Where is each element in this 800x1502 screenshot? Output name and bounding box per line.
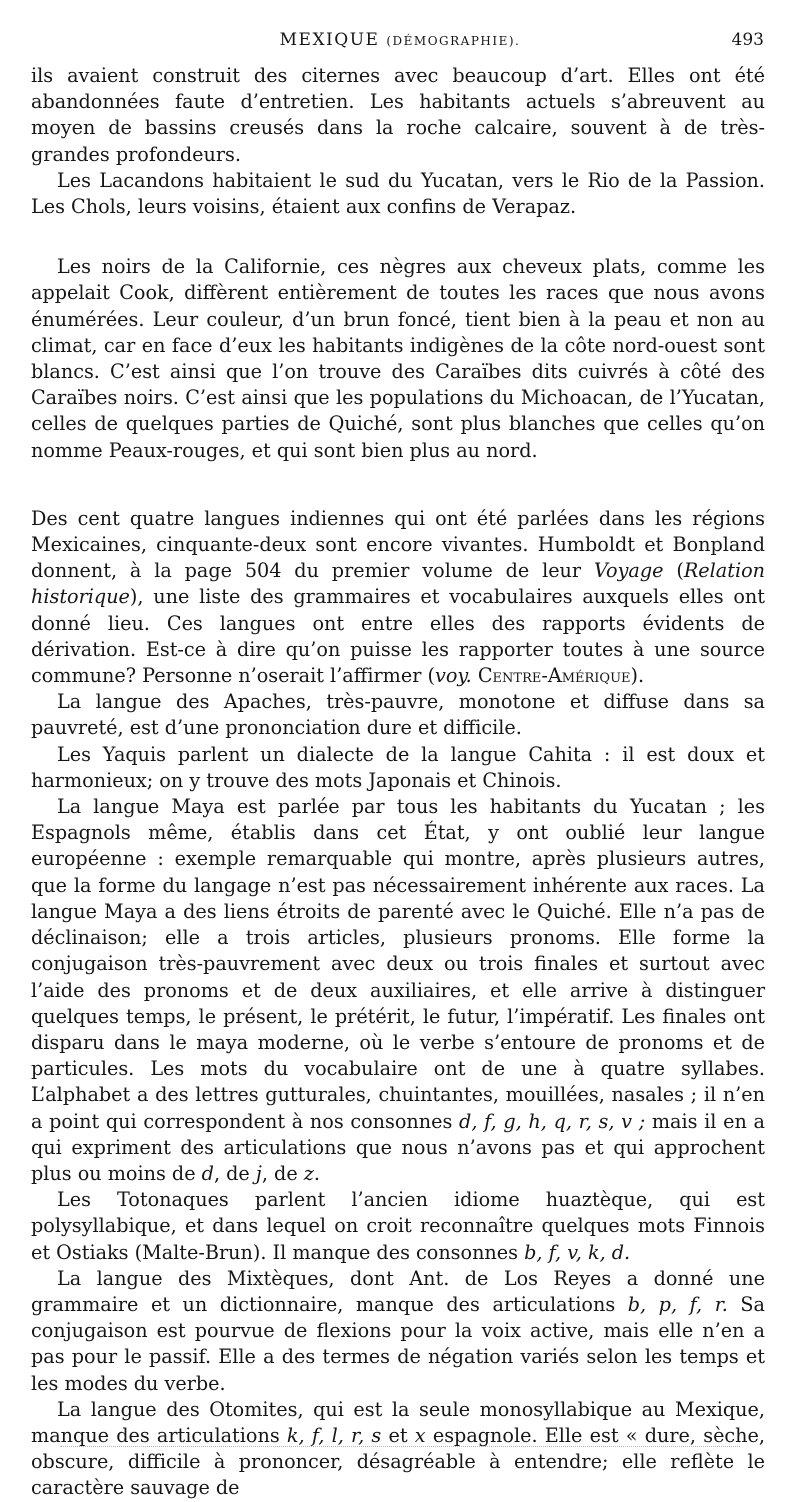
- text-run: x: [414, 1423, 426, 1447]
- running-title: MEXIQUE: [279, 30, 380, 50]
- text-run: d, f, g, h, q, r, s, v ;: [459, 1109, 646, 1133]
- text-run: k, f, l, r, s: [286, 1423, 382, 1447]
- text-run: ils avaient construit des citernes avec beaucoup d’art. Elles ont été abandonnées faute d’entretien. Les habitants actuels s’abreuvent au moyen de bassins creusés dans la roche calcaire, souvent à de très-grandes profondeurs.: [31, 64, 765, 166]
- paragraph-apaches: [31, 689, 765, 741]
- bottom-dotted-rule: [60, 1446, 740, 1447]
- text-run: La langue des Otomites, qui est la seule monosyllabique au Mexique, manque des articulations: [31, 1397, 765, 1447]
- text-run: La langue Maya est parlée par tous les habitants du Yucatan ; les Espagnols même, établis dans cet État, y ont oublié leur langue européenne : exemple remarquable qui montre, après plusieurs autres, que la forme du langage n’est pas nécessairement inhérente aux races. La langue Maya a des liens étroits de parenté avec le Quiché. Elle n’a pas de déclinaison; elle a trois articles, plusieurs pronoms. Elle forme la conjugaison très-pauvrement avec deux ou trois finales et surtout avec l’aide des pronoms et de deux auxiliaires, et elle arrive à distinguer quelques temps, le présent, le prétérit, le futur, l’impératif. Les finales ont disparu dans le maya moderne, où le verbe s’entoure de pronoms et de particules. Les mots du vocabulaire ont de une à quatre syllabes. L’alphabet a des lettres gutturales, chuintantes, mouillées, nasales ; il n’en a point qui correspondent à nos consonnes: [31, 795, 765, 1133]
- running-subtitle: (DÉMOGRAPHIE).: [386, 34, 521, 48]
- text-run: Les Yaquis parlent un dialecte de la langue Cahita : il est doux et harmonieux; on y trouve des mots Japonais et Chinois.: [31, 742, 765, 792]
- running-title-line: [0, 30, 800, 50]
- page-body: [31, 63, 765, 1502]
- text-run: Des cent quatre langues indiennes qui ont été parlées dans les régions Mexicaines, cinquante-deux sont encore vivantes. Humboldt et Bonpland donnent, à la page 504 du premier volume de leur: [31, 506, 765, 583]
- text-run: .: [313, 1161, 320, 1185]
- page-number: 493: [731, 30, 764, 50]
- text-run: Sa conjugaison est pourvue de flexions pour la voix active, mais elle n’en a pas pour le passif. Elle a des termes de négation variés selon les temps et les modes du verbe.: [31, 1292, 765, 1395]
- paragraph-maya: [31, 794, 765, 1187]
- paragraph-lacandons: [31, 168, 765, 220]
- running-header: [0, 30, 800, 60]
- text-run: z: [303, 1161, 314, 1185]
- text-run: Voyage: [593, 559, 664, 583]
- paragraph-cisterns: [31, 63, 765, 168]
- text-run: et: [381, 1423, 415, 1447]
- text-run: Centre-Amérique: [477, 664, 631, 688]
- paragraph-totonaques: [31, 1187, 765, 1266]
- text-run: , de: [213, 1161, 256, 1185]
- text-run: La langue des Apaches, très-pauvre, monotone et diffuse dans sa pauvreté, est d’une prononciation dure et difficile.: [31, 690, 765, 740]
- text-run: Les Totonaques parlent l’ancien idiome huaztèque, qui est polysyllabique, et dans lequel on croit reconnaître quelques mots Finnois et Ostiaks (Malte-Brun). Il manque des consonnes: [31, 1188, 765, 1264]
- paragraph-californie: [31, 254, 765, 464]
- text-run: ), une liste des grammaires et vocabulaires auxquels elles ont donné lieu. Ces langues ont entre elles des rapports évidents de dérivation. Est-ce à dire qu’on puisse les rapporter toutes à une source commune? Personne n’oserait l’affirmer (: [31, 585, 765, 688]
- text-run: , de: [261, 1161, 304, 1185]
- paragraph-mixteques: [31, 1266, 765, 1397]
- paragraph-yaquis: [31, 742, 765, 794]
- paragraph-otomites: [31, 1397, 765, 1502]
- text-run: espagnole. Elle est « dure, sèche, obscure, difficile à prononcer, désagréable à entendre; elle reflète le caractère sauvage de: [31, 1423, 765, 1500]
- text-run: b, p, f, r.: [627, 1292, 728, 1316]
- text-run: (: [663, 559, 684, 583]
- text-run: Relation historique: [31, 559, 765, 609]
- text-run: Les Lacandons habitaient le sud du Yucatan, vers le Rio de la Passion. Les Chols, leurs voisins, étaient aux confins de Verapaz.: [31, 168, 765, 219]
- text-run: d: [201, 1161, 214, 1185]
- text-run: b, f, v, k, d.: [524, 1240, 631, 1264]
- text-run: La langue des Mixtèques, dont Ant. de Los Reyes a donné une grammaire et un dictionnaire, manque des articulations: [31, 1266, 765, 1316]
- text-run: mais il en a qui expriment des articulations que nous n’avons pas et qui approchent plus ou moins de: [31, 1109, 765, 1185]
- text-run: Les noirs de la Californie, ces nègres aux cheveux plats, comme les appelait Cook, diffèrent entièrement de toutes les races que nous avons énumérées. Leur couleur, d’un brun foncé, tient bien à la peau et non au climat, car en face d’eux les habitants indigènes de la côte nord-ouest sont blancs. C’est ainsi que l’on trouve des Caraïbes dits cuivrés à côté des Caraïbes noirs. C’est ainsi que les populations du Michoacan, de l’Yucatan, celles de quelques parties de Quiché, sont plus blanches que celles qu’on nomme Peaux-rouges, et qui sont bien plus au nord.: [31, 255, 765, 462]
- text-run: j: [255, 1161, 262, 1185]
- paragraph-langues: [31, 506, 765, 689]
- text-run: ).: [630, 664, 645, 688]
- text-run: voy.: [434, 664, 472, 688]
